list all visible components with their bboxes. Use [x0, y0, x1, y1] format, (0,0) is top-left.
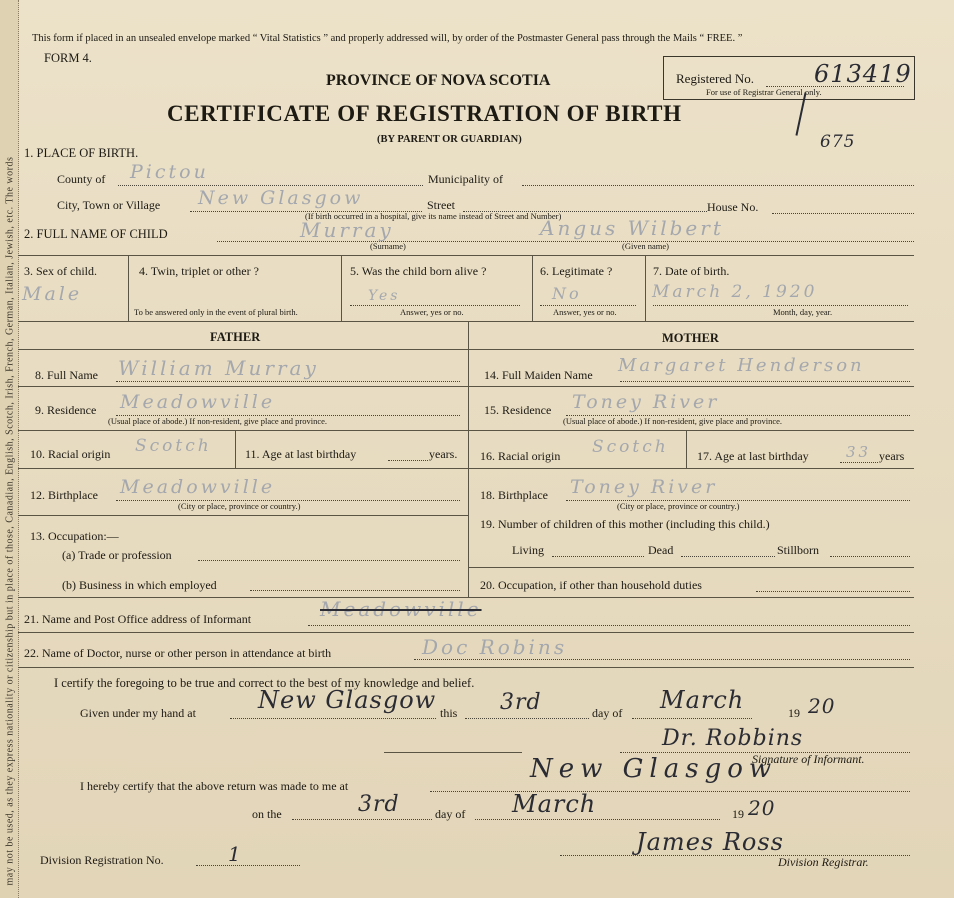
father-birthplace-note: (City or place, province or country.)	[178, 501, 301, 511]
given-name-note: (Given name)	[622, 241, 669, 251]
date-of-birth-note: Month, day, year.	[773, 307, 833, 317]
date-of-birth-label: 7. Date of birth.	[653, 264, 730, 278]
registered-note: For use of Registrar General only.	[706, 87, 822, 97]
registrar-year-prefix: 19	[732, 807, 744, 821]
registered-label: Registered No.	[676, 71, 754, 86]
county-value: Pictou	[130, 161, 209, 183]
postal-notice: This form if placed in an unsealed envelope marked “ Vital Statistics ” and properly addressed will, by order of the Postmaster General pass through the Mails “ FREE. ”	[32, 33, 743, 44]
given-under-label: Given under my hand at	[80, 706, 196, 720]
sex-value: Male	[22, 283, 83, 305]
father-name-value: William Murray	[118, 356, 319, 380]
mother-age-value: 33	[846, 443, 872, 461]
registrar-label: Division Registrar.	[778, 855, 869, 869]
date-of-birth-value: March 2, 1920	[652, 282, 818, 302]
registrar-signature: James Ross	[636, 828, 784, 856]
surname-note: (Surname)	[370, 241, 406, 251]
street-label: Street	[427, 198, 455, 212]
city-label: City, Town or Village	[57, 198, 161, 212]
certify-day-value: 3rd	[500, 690, 542, 715]
father-residence-note: (Usual place of abode.) If non-resident, give place and province.	[108, 416, 328, 426]
father-occupation-label: 13. Occupation:—	[30, 529, 119, 543]
form-number: FORM 4.	[44, 51, 92, 65]
mother-occupation-label: 20. Occupation, if other than household duties	[480, 578, 702, 592]
father-age-label: 11. Age at last birthday	[245, 447, 357, 461]
mother-birthplace-label: 18. Birthplace	[480, 488, 548, 502]
informant-label: 21. Name and Post Office address of Informant	[24, 612, 252, 626]
mother-birthplace-note: (City or place, province or country.)	[617, 501, 740, 511]
twin-note: To be answered only in the event of plural birth.	[134, 307, 298, 317]
mother-name-label: 14. Full Maiden Name	[484, 368, 593, 382]
doctor-label: 22. Name of Doctor, nurse or other person in attendance at birth	[24, 646, 332, 660]
registrar-day-of-label: day of	[435, 807, 466, 821]
children-label: 19. Number of children of this mother (including this child.)	[480, 517, 770, 531]
division-registration-label: Division Registration No.	[40, 853, 164, 867]
given-place-value: New Glasgow	[258, 686, 437, 714]
mother-age-label: 17. Age at last birthday	[697, 449, 809, 463]
father-residence-label: 9. Residence	[35, 403, 97, 417]
doctor-value: Doc Robins	[422, 635, 568, 659]
alive-value: Yes	[368, 288, 401, 304]
certificate-title: CERTIFICATE OF REGISTRATION OF BIRTH	[167, 101, 682, 126]
father-racial-value: Scotch	[135, 436, 212, 456]
dead-label: Dead	[648, 543, 674, 557]
house-label: House No.	[707, 200, 759, 214]
father-heading: FATHER	[210, 330, 261, 344]
surname-value: Murray	[300, 218, 394, 242]
binding-edge	[0, 0, 19, 898]
county-label: County of	[57, 172, 106, 186]
mother-age-unit: years	[879, 449, 905, 463]
registrar-day-value: 3rd	[358, 792, 400, 817]
living-label: Living	[512, 543, 544, 557]
alive-note: Answer, yes or no.	[400, 307, 464, 317]
place-of-birth-label: 1. PLACE OF BIRTH.	[24, 146, 139, 160]
corner-mark: 675	[820, 132, 856, 152]
sex-label: 3. Sex of child.	[24, 264, 97, 278]
signature-label: Signature of Informant.	[752, 752, 865, 766]
certify-day-of-label: day of	[592, 706, 623, 720]
mother-heading: MOTHER	[662, 331, 719, 345]
on-the-label: on the	[252, 807, 282, 821]
trade-label: (a) Trade or profession	[62, 548, 172, 562]
division-registration-value: 1	[228, 842, 242, 866]
hospital-note: (If birth occurred in a hospital, give its name instead of Street and Number)	[305, 211, 562, 221]
mother-residence-value: Toney River	[572, 391, 720, 413]
city-value: New Glasgow	[198, 187, 364, 209]
father-racial-label: 10. Racial origin	[30, 447, 111, 461]
father-name-label: 8. Full Name	[35, 368, 98, 382]
mother-racial-value: Scotch	[592, 437, 669, 457]
full-name-label: 2. FULL NAME OF CHILD	[24, 227, 168, 241]
certify-month-value: March	[660, 686, 745, 714]
stillborn-label: Stillborn	[777, 543, 820, 557]
informant-value: Meadowville	[320, 597, 482, 621]
father-age-unit: years.	[429, 447, 458, 461]
father-birthplace-value: Meadowville	[120, 476, 276, 498]
registrar-year-value: 20	[748, 796, 776, 820]
mother-name-value: Margaret Henderson	[618, 355, 865, 376]
registered-number: 613419	[814, 60, 912, 88]
twin-label: 4. Twin, triplet or other ?	[139, 264, 259, 278]
father-birthplace-label: 12. Birthplace	[30, 488, 98, 502]
certificate-subtitle: (BY PARENT OR GUARDIAN)	[377, 134, 522, 145]
certify-year-prefix: 19	[788, 706, 800, 720]
mother-birthplace-value: Toney River	[570, 476, 718, 498]
informant-signature: Dr. Robbins	[662, 726, 804, 751]
business-label: (b) Business in which employed	[62, 578, 217, 592]
mother-racial-label: 16. Racial origin	[480, 449, 561, 463]
certify-text: I certify the foregoing to be true and correct to the best of my knowledge and belief.	[54, 676, 475, 690]
mother-residence-note: (Usual place of abode.) If non-resident, give place and province.	[563, 416, 783, 426]
mother-residence-label: 15. Residence	[484, 403, 552, 417]
father-residence-value: Meadowville	[120, 391, 276, 413]
legitimate-label: 6. Legitimate ?	[540, 264, 613, 278]
registrar-certify-text: I hereby certify that the above return was made to me at	[80, 779, 349, 793]
given-name-value: Angus Wilbert	[540, 216, 724, 240]
certify-year-value: 20	[808, 694, 836, 718]
alive-label: 5. Was the child born alive ?	[350, 264, 487, 278]
registrar-month-value: March	[512, 790, 597, 818]
municipality-label: Municipality of	[428, 172, 503, 186]
legitimate-note: Answer, yes or no.	[553, 307, 617, 317]
legitimate-value: No	[552, 284, 582, 303]
registered-box	[663, 56, 915, 100]
edge-note: may not be used, as they express nationality or citizenship but in place of those, Canadian, English, Scotch, Irish, French, German, Italian, Jewish, etc. The words	[4, 156, 16, 886]
this-label: this	[440, 706, 458, 720]
province-heading: PROVINCE OF NOVA SCOTIA	[326, 72, 551, 89]
registrar-place-value: New Glasgow	[530, 754, 778, 784]
